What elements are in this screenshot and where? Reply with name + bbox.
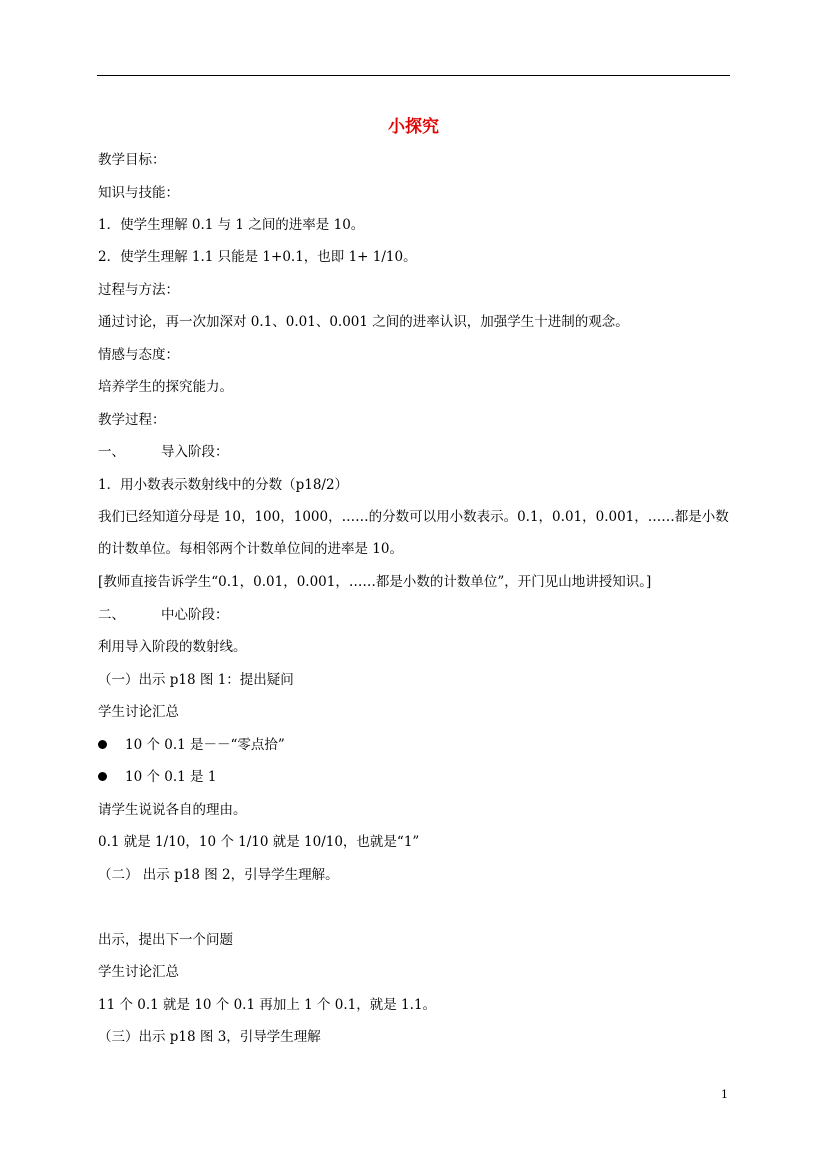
subheading-process-method: 过程与方法： xyxy=(98,282,179,298)
page-number: 1 xyxy=(721,1088,728,1101)
page-title: 小探究 xyxy=(388,117,439,137)
stage-1-heading xyxy=(98,442,229,462)
stage-1-paragraph: 我们已经知道分母是 10，100，1000，……的分数可以用小数表示。0.1，0.01，0.001，……都是小数的计数单位。每相邻两个计数单位间的进率是 10。 xyxy=(98,509,729,557)
header-rule xyxy=(97,75,730,76)
stage-1-number: 一、 xyxy=(98,444,125,460)
section-heading-goals: 教学目标： xyxy=(98,152,166,168)
subheading-emotion-attitude: 情感与态度： xyxy=(98,347,179,363)
reason-prompt: 请学生说说各自的理由。 xyxy=(98,802,247,818)
reason-explanation: 0.1 就是 1/10，10 个 1/10 就是 10/10，也就是“1” xyxy=(98,834,420,850)
emotion-attitude-text: 培养学生的探究能力。 xyxy=(98,379,233,395)
teacher-note: [教师直接告诉学生“0.1，0.01，0.001，……都是小数的计数单位”，开门见山地讲授知识。] xyxy=(98,574,652,590)
discussion-summary-label: 学生讨论汇总 xyxy=(98,704,179,720)
stage-1-title: 导入阶段： xyxy=(161,444,229,460)
bullet-text: 10 个 0.1 是 1 xyxy=(125,769,217,785)
summary-text: 11 个 0.1 就是 10 个 0.1 再加上 1 个 0.1，就是 1.1。 xyxy=(98,997,437,1013)
step-2-heading: （二） 出示 p18 图 2，引导学生理解。 xyxy=(98,867,339,883)
stage-1-item-1: 1．用小数表示数射线中的分数（p18/2） xyxy=(98,477,349,493)
step-1-heading: （一）出示 p18 图 1：提出疑问 xyxy=(98,672,294,688)
discussion-summary-label: 学生讨论汇总 xyxy=(98,964,179,980)
stage-2-heading xyxy=(98,605,229,625)
bullet-text: 10 个 0.1 是－－“零点拾” xyxy=(125,737,285,753)
stage-2-title: 中心阶段： xyxy=(161,607,229,623)
next-question: 出示，提出下一个问题 xyxy=(98,932,233,948)
bullet-icon xyxy=(98,772,107,781)
subheading-knowledge-skills: 知识与技能： xyxy=(98,185,179,201)
stage-2-intro: 利用导入阶段的数射线。 xyxy=(98,639,247,655)
goal-item-1: 1．使学生理解 0.1 与 1 之间的进率是 10。 xyxy=(98,217,365,233)
stage-2-number: 二、 xyxy=(98,607,125,623)
goal-item-2: 2．使学生理解 1.1 只能是 1+0.1，也即 1+ 1/10。 xyxy=(98,249,417,265)
bullet-item xyxy=(98,735,285,755)
section-heading-process: 教学过程： xyxy=(98,412,166,428)
bullet-icon xyxy=(98,740,107,749)
bullet-item xyxy=(98,767,216,787)
process-method-text: 通过讨论，再一次加深对 0.1、0.01、0.001 之间的进率认识，加强学生十进制的观念。 xyxy=(98,314,629,330)
step-3-heading: （三）出示 p18 图 3，引导学生理解 xyxy=(98,1029,321,1045)
